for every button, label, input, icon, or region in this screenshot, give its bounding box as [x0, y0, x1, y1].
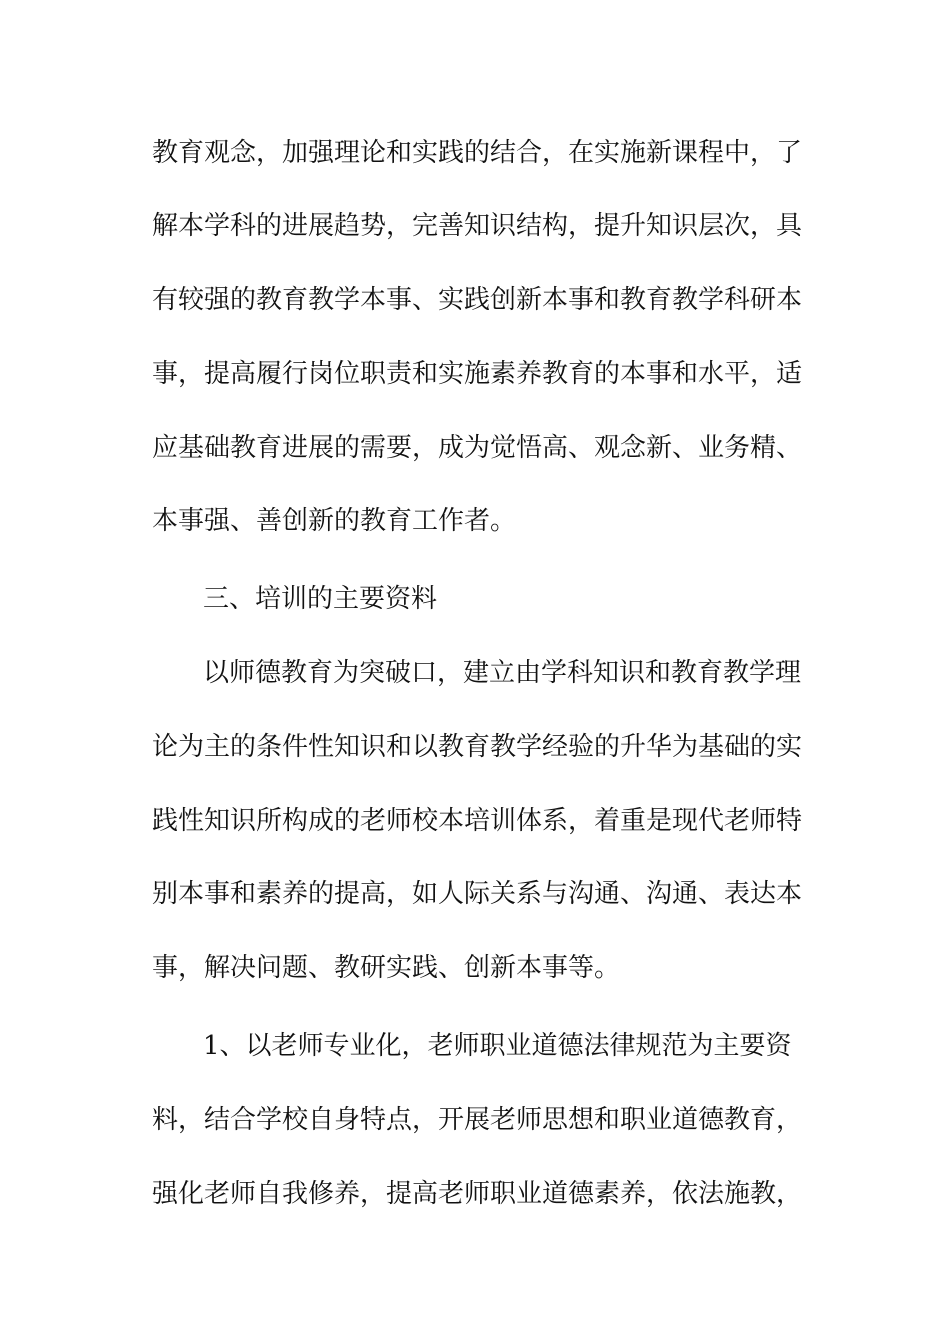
text-line: 践性知识所构成的老师校本培训体系，着重是现代老师特: [152, 806, 803, 836]
text-line: 本事强、善创新的教育工作者。: [152, 506, 517, 536]
text-line: 事，提高履行岗位职责和实施素养教育的本事和水平，适: [152, 359, 803, 389]
text-line: 别本事和素养的提高，如人际关系与沟通、沟通、表达本: [152, 879, 803, 909]
text-line: 解本学科的进展趋势，完善知识结构，提升知识层次，具: [152, 211, 803, 241]
text-line: 事，解决问题、教研实践、创新本事等。: [152, 953, 621, 983]
text-line: 料，结合学校自身特点，开展老师思想和职业道德教育，: [152, 1105, 803, 1135]
text-line: 1、以老师专业化，老师职业道德法律规范为主要资: [203, 1031, 792, 1061]
text-line: 以师德教育为突破口，建立由学科知识和教育教学理: [203, 658, 802, 688]
text-line: 教育观念，加强理论和实践的结合，在实施新课程中，了: [152, 138, 803, 168]
text-line: 有较强的教育教学本事、实践创新本事和教育教学科研本: [152, 285, 803, 315]
section-heading: 三、培训的主要资料: [203, 584, 438, 614]
text-line: 强化老师自我修养，提高老师职业道德素养，依法施教，: [152, 1179, 803, 1209]
text-line: 应基础教育进展的需要，成为觉悟高、观念新、业务精、: [152, 433, 803, 463]
text-line: 论为主的条件性知识和以教育教学经验的升华为基础的实: [152, 732, 803, 762]
